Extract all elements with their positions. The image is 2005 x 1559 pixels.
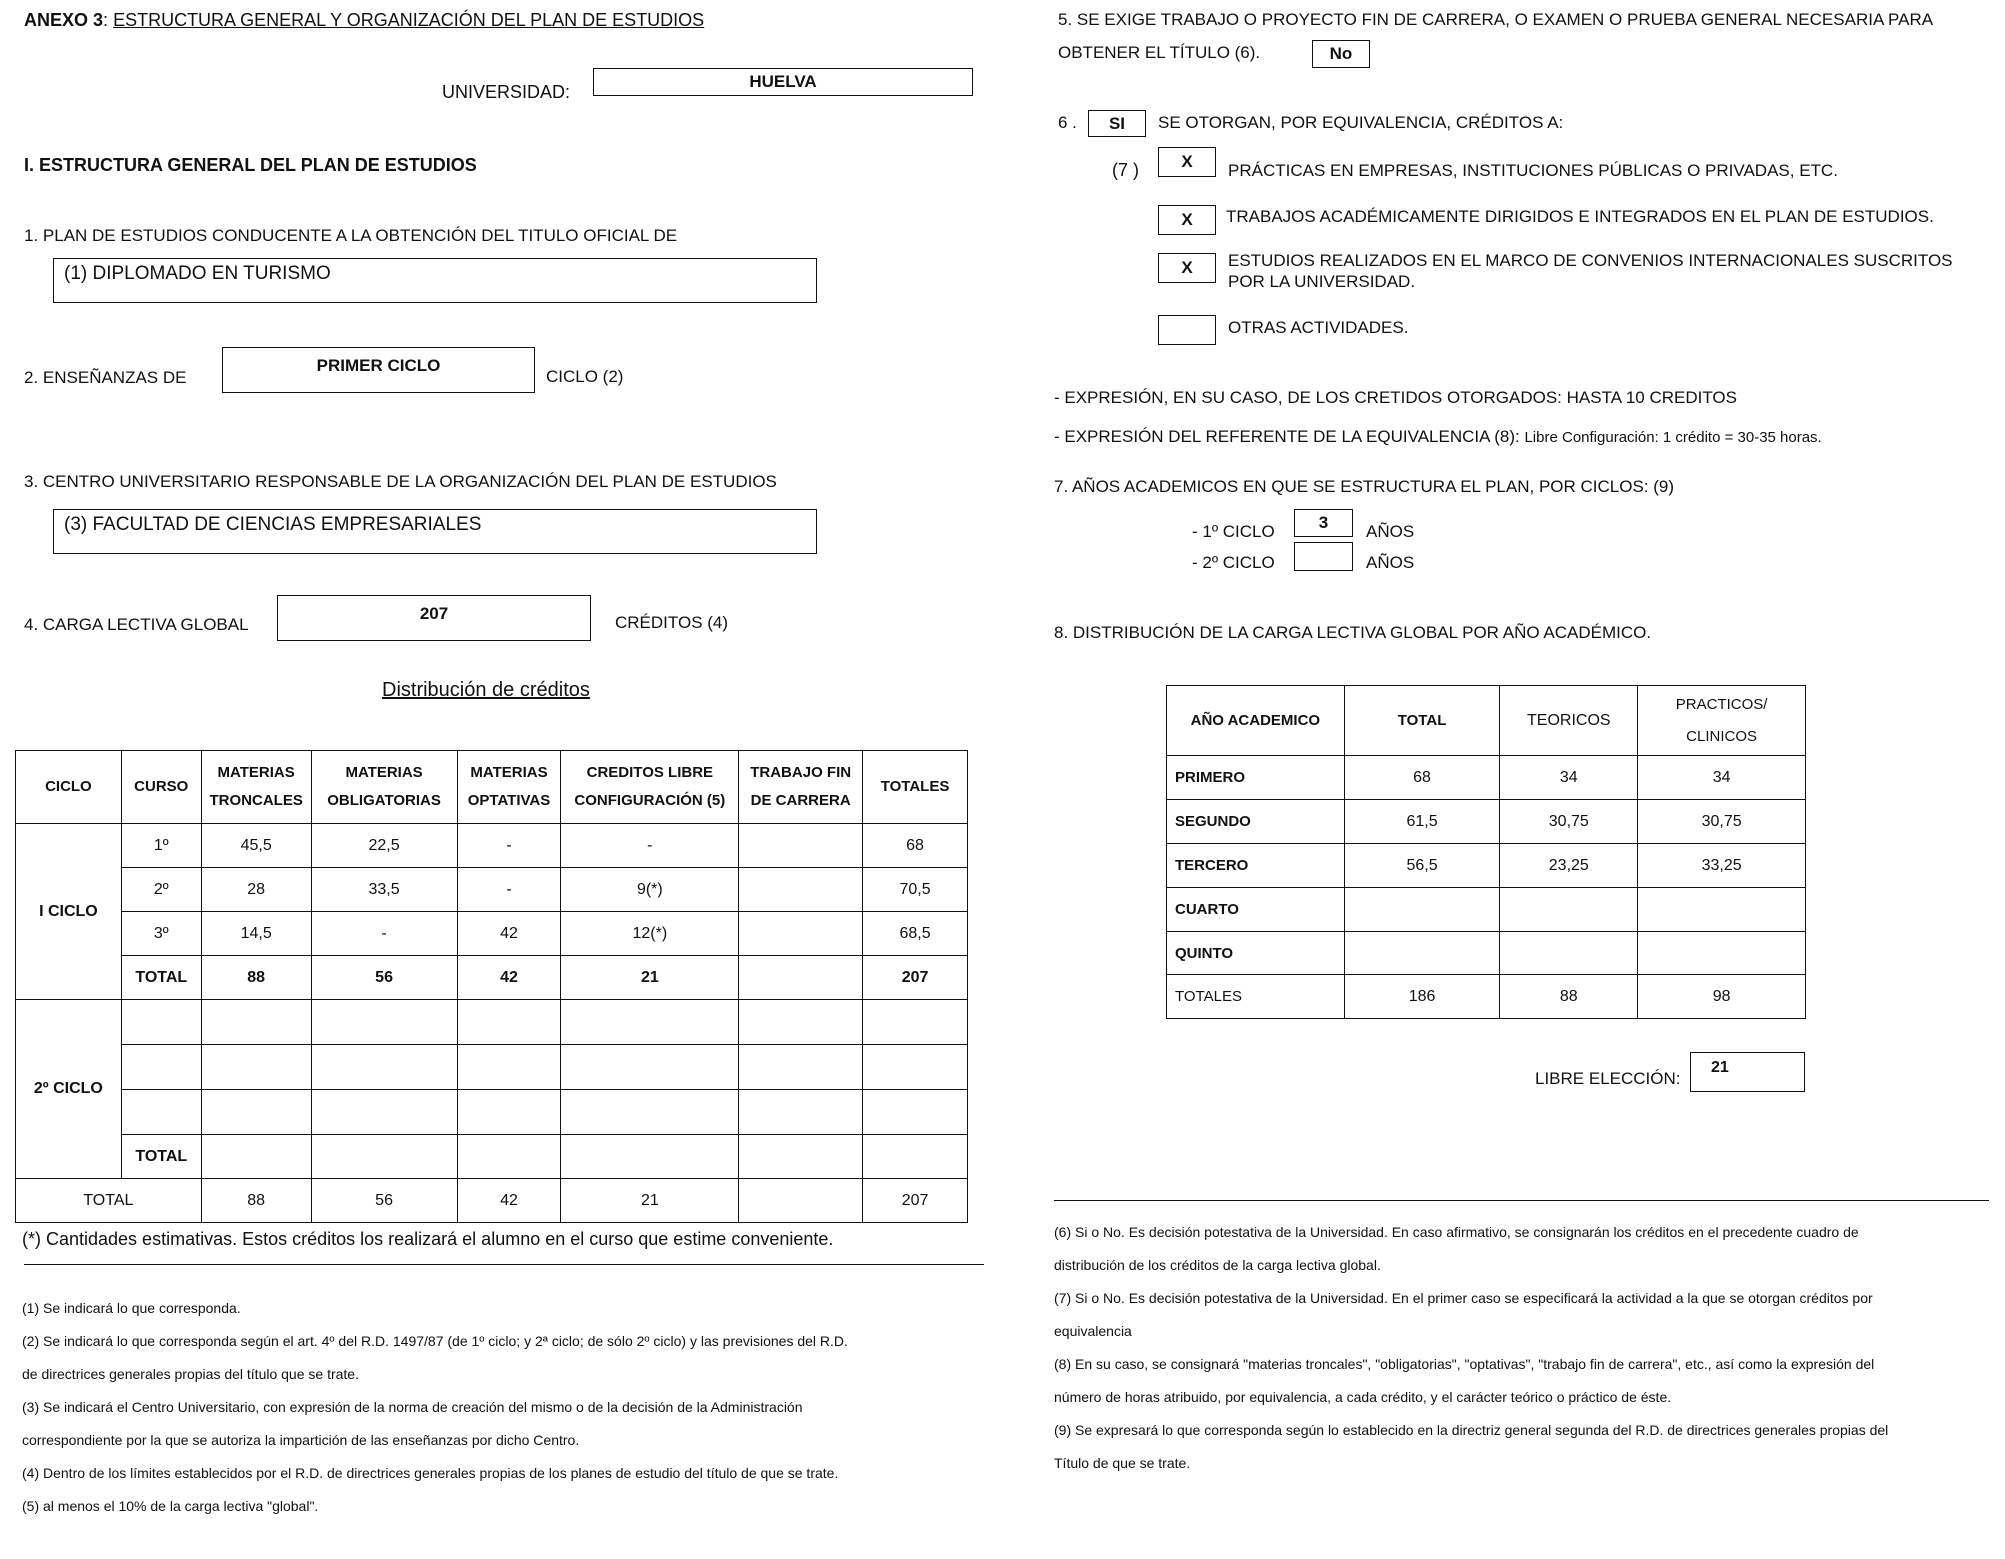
table-cell: 88: [201, 1179, 311, 1223]
th-total: TOTAL: [1344, 686, 1500, 756]
th-curso: CURSO: [121, 751, 201, 824]
table-cell: 45,5: [201, 824, 311, 868]
table-cell: [457, 1090, 561, 1135]
table-cell: [739, 868, 863, 912]
item2-field: [222, 347, 535, 393]
ciclo1-label: - 1º CICLO: [1192, 522, 1275, 541]
yearly-load-table: [1166, 685, 1806, 1019]
table-cell: 28: [201, 868, 311, 912]
table-cell: [201, 1000, 311, 1045]
ciclo1-cell: I CICLO: [16, 824, 122, 1000]
table-cell: [311, 1090, 457, 1135]
table-cell: [1500, 888, 1638, 932]
item3-field: [53, 509, 817, 554]
table-cell: 68,5: [863, 912, 968, 956]
table-cell: [311, 1045, 457, 1090]
th-ciclo: CICLO: [16, 751, 122, 824]
table-cell: 61,5: [1344, 800, 1500, 844]
check-box-2: [1158, 205, 1216, 235]
footnote-line: (6) Si o No. Es decisión potestativa de la Universidad. En caso afirmativo, se consignarán los créditos en el precedente cuadro de: [1054, 1224, 1859, 1240]
table-row: [1167, 800, 1806, 844]
table-cell: [457, 1135, 561, 1179]
table-row: [16, 1045, 968, 1090]
table-cell: 33,5: [311, 868, 457, 912]
table-cell: 12(*): [561, 912, 739, 956]
libre-eleccion-value: 21: [1711, 1059, 1729, 1076]
check-mark: X: [1181, 210, 1193, 229]
libre-eleccion-field: [1690, 1052, 1805, 1092]
footnote-line: equivalencia: [1054, 1323, 1132, 1339]
check-label-2: TRABAJOS ACADÉMICAMENTE DIRIGIDOS E INTEGRADOS EN EL PLAN DE ESTUDIOS.: [1226, 207, 1934, 226]
table-cell: -: [457, 824, 561, 868]
university-value: HUELVA: [749, 72, 817, 91]
th-optativas: MATERIAS OPTATIVAS: [457, 751, 561, 824]
table-cell: 207: [863, 956, 968, 1000]
table-cell: [457, 1000, 561, 1045]
check-mark: X: [1181, 152, 1193, 171]
table-cell: [863, 1090, 968, 1135]
table-cell: [863, 1135, 968, 1179]
table-row: [16, 824, 968, 868]
table-cell: 23,25: [1500, 844, 1638, 888]
footnote-line: (4) Dentro de los límites establecidos por el R.D. de directrices generales propias de los planes de estudio del título de que se trate.: [22, 1465, 839, 1481]
item1-label: 1. PLAN DE ESTUDIOS CONDUCENTE A LA OBTENCIÓN DEL TITULO OFICIAL DE: [24, 226, 678, 245]
footnote-line: de directrices generales propias del título que se trate.: [22, 1366, 359, 1382]
table-cell: 22,5: [311, 824, 457, 868]
table-row: [16, 956, 968, 1000]
item5-line1: 5. SE EXIGE TRABAJO O PROYECTO FIN DE CARRERA, O EXAMEN O PRUEBA GENERAL NECESARIA PARA: [1058, 10, 1934, 29]
table-cell: [1500, 932, 1638, 975]
table-cell: 34: [1638, 756, 1806, 800]
ciclo2-label: - 2º CICLO: [1192, 553, 1275, 572]
footnote-line: (2) Se indicará lo que corresponda según el art. 4º del R.D. 1497/87 (de 1º ciclo; y 2ª ciclo; de sólo 2º ciclo) y las previsiones del R.D.: [22, 1333, 848, 1349]
table-cell: 42: [457, 1179, 561, 1223]
table-cell: 2º: [121, 868, 201, 912]
table-cell: [311, 1000, 457, 1045]
table-cell: CUARTO: [1167, 888, 1345, 932]
distribution-title: Distribución de créditos: [382, 679, 590, 701]
table-cell: [201, 1045, 311, 1090]
table-cell: [121, 1045, 201, 1090]
item4-label: 4. CARGA LECTIVA GLOBAL: [24, 615, 249, 634]
item6-field: [1088, 110, 1146, 137]
th-totales: TOTALES: [863, 751, 968, 824]
item6-note: (7 ): [1112, 160, 1139, 180]
th-troncales: MATERIAS TRONCALES: [201, 751, 311, 824]
table-row: [1167, 888, 1806, 932]
table-row: [16, 1000, 968, 1045]
table-cell: [561, 1045, 739, 1090]
item6-value: SI: [1108, 113, 1126, 133]
right-footnotes: [1054, 1216, 1999, 1480]
table-cell: [1638, 888, 1806, 932]
table-cell: 21: [561, 956, 739, 1000]
university-field: [593, 68, 973, 96]
grand-total-row: [16, 1179, 968, 1223]
footnote-line: correspondiente por la que se autoriza la impartición de las enseñanzas por dicho Centro.: [22, 1432, 580, 1448]
item5-value: No: [1329, 44, 1353, 63]
table-cell: [561, 1090, 739, 1135]
footnote-line: (1) Se indicará lo que corresponda.: [22, 1300, 241, 1316]
table-cell: [739, 1135, 863, 1179]
footnote-line: distribución de los créditos de la carga lectiva global.: [1054, 1257, 1381, 1273]
table-cell: [311, 1135, 457, 1179]
th-trabajo-fin: TRABAJO FIN DE CARRERA: [739, 751, 863, 824]
check-mark: X: [1181, 258, 1193, 277]
table-cell: 14,5: [201, 912, 311, 956]
item3-value: (3) FACULTAD DE CIENCIAS EMPRESARIALES: [64, 514, 482, 535]
section-heading: I. ESTRUCTURA GENERAL DEL PLAN DE ESTUDIOS: [24, 155, 477, 175]
item5-line2: OBTENER EL TÍTULO (6).: [1058, 43, 1261, 62]
table-cell: 88: [1500, 975, 1638, 1019]
table-cell: 88: [201, 956, 311, 1000]
footnote-line: (9) Se expresará lo que corresponda según lo establecido en la directriz general segunda del R.D. de directrices generales propias del: [1054, 1422, 1889, 1438]
check-box-1: [1158, 147, 1216, 177]
table-row: [16, 1090, 968, 1135]
table-cell: [121, 1000, 201, 1045]
table-cell: [121, 1090, 201, 1135]
table-cell: 68: [1344, 756, 1500, 800]
table-cell: 186: [1344, 975, 1500, 1019]
table-cell: [457, 1045, 561, 1090]
annex-title-text: ESTRUCTURA GENERAL Y ORGANIZACIÓN DEL PLAN DE ESTUDIOS: [113, 10, 705, 30]
table-cell: [1638, 932, 1806, 975]
item7-label: 7. AÑOS ACADEMICOS EN QUE SE ESTRUCTURA EL PLAN, POR CICLOS: (9): [1054, 477, 1675, 496]
table-cell: 1º: [121, 824, 201, 868]
item6-label: SE OTORGAN, POR EQUIVALENCIA, CRÉDITOS A:: [1158, 113, 1564, 132]
table-cell: [561, 1135, 739, 1179]
table-cell: [739, 1090, 863, 1135]
item2-value: PRIMER CICLO: [316, 356, 441, 375]
table-cell: 42: [457, 956, 561, 1000]
table-note: (*) Cantidades estimativas. Estos créditos los realizará el alumno en el curso que estime conveniente.: [22, 1229, 834, 1249]
table-cell: TOTALES: [1167, 975, 1345, 1019]
right-divider: [1054, 1200, 1989, 1201]
table-cell: [739, 1000, 863, 1045]
table-cell: PRIMERO: [1167, 756, 1345, 800]
footnote-line: (7) Si o No. Es decisión potestativa de la Universidad. En el primer caso se especificará la actividad a la que se otorgan créditos por: [1054, 1290, 1873, 1306]
table-row: [1167, 975, 1806, 1019]
table-cell: 42: [457, 912, 561, 956]
table-row: [16, 868, 968, 912]
table-cell: 56: [311, 956, 457, 1000]
table-cell: [863, 1000, 968, 1045]
table-row: [16, 1135, 968, 1179]
th-teoricos: TEORICOS: [1500, 686, 1638, 756]
table-cell: QUINTO: [1167, 932, 1345, 975]
th-libre-config: CREDITOS LIBRE CONFIGURACIÓN (5): [561, 751, 739, 824]
table-cell: 98: [1638, 975, 1806, 1019]
table-row: [16, 912, 968, 956]
expression-equivalence: - EXPRESIÓN DEL REFERENTE DE LA EQUIVALENCIA (8): Libre Configuración: 1 crédito = 30-35 horas.: [1054, 427, 1822, 446]
table-cell: 56: [311, 1179, 457, 1223]
expression-credits: - EXPRESIÓN, EN SU CASO, DE LOS CRETIDOS OTORGADOS: HASTA 10 CREDITOS: [1054, 388, 1737, 407]
check-box-4: [1158, 315, 1216, 345]
yearly-table-header: [1167, 686, 1806, 756]
credits-table-header: [16, 751, 968, 824]
table-cell: 30,75: [1500, 800, 1638, 844]
ciclo1-years-field: [1294, 509, 1353, 537]
table-cell: TERCERO: [1167, 844, 1345, 888]
table-cell: SEGUNDO: [1167, 800, 1345, 844]
table-cell: 70,5: [863, 868, 968, 912]
item6-prefix: 6 .: [1058, 113, 1077, 132]
item1-value: (1) DIPLOMADO EN TURISMO: [64, 263, 331, 284]
ciclo1-years-value: 3: [1318, 513, 1329, 532]
table-row: [1167, 844, 1806, 888]
table-cell: [201, 1090, 311, 1135]
table-cell: [739, 956, 863, 1000]
table-cell: 21: [561, 1179, 739, 1223]
table-cell: [1344, 888, 1500, 932]
table-cell: 3º: [121, 912, 201, 956]
footnote-line: (3) Se indicará el Centro Universitario, con expresión de la norma de creación del mismo o de la decisión de la Administración: [22, 1399, 803, 1415]
ciclo2-cell: 2º CICLO: [16, 1000, 122, 1179]
item2-suffix: CICLO (2): [546, 367, 624, 386]
table-cell: 68: [863, 824, 968, 868]
footnote-line: (8) En su caso, se consignará "materias troncales", "obligatorias", "optativas", "trabajo fin de carrera", etc., así como la expresión del: [1054, 1356, 1875, 1372]
table-cell: TOTAL: [121, 1135, 201, 1179]
table-cell: TOTAL: [121, 956, 201, 1000]
table-row: [1167, 756, 1806, 800]
item2-label: 2. ENSEÑANZAS DE: [24, 368, 187, 387]
table-cell: [739, 1045, 863, 1090]
left-footnotes: [22, 1292, 982, 1523]
footnote-line: número de horas atribuido, por equivalencia, a cada crédito, y el carácter teórico o práctico de éste.: [1054, 1389, 1672, 1405]
item4-value: 207: [419, 604, 449, 623]
item1-field: [53, 258, 817, 303]
ciclo2-years-field: [1294, 542, 1353, 571]
table-cell: [739, 824, 863, 868]
libre-eleccion-label: LIBRE ELECCIÓN:: [1535, 1069, 1681, 1088]
item3-label: 3. CENTRO UNIVERSITARIO RESPONSABLE DE LA ORGANIZACIÓN DEL PLAN DE ESTUDIOS: [24, 472, 777, 491]
check-label-1: PRÁCTICAS EN EMPRESAS, INSTITUCIONES PÚBLICAS O PRIVADAS, ETC.: [1228, 161, 1838, 180]
table-cell: -: [561, 824, 739, 868]
check-label-3: ESTUDIOS REALIZADOS EN EL MARCO DE CONVENIOS INTERNACIONALES SUSCRITOS POR LA UNIVERSIDAD.: [1228, 251, 1953, 291]
item5-field: [1312, 40, 1370, 68]
table-cell: -: [457, 868, 561, 912]
table-cell: 34: [1500, 756, 1638, 800]
table-row: [1167, 932, 1806, 975]
check-box-3: [1158, 253, 1216, 283]
th-obligatorias: MATERIAS OBLIGATORIAS: [311, 751, 457, 824]
table-cell: 207: [863, 1179, 968, 1223]
table-cell: [739, 912, 863, 956]
annex-title: [24, 10, 704, 31]
table-cell: [561, 1000, 739, 1045]
annex-prefix: ANEXO 3: [24, 10, 104, 30]
annex-colon: :: [103, 10, 109, 30]
left-divider: [24, 1264, 984, 1265]
table-cell: 30,75: [1638, 800, 1806, 844]
table-cell: [1344, 932, 1500, 975]
table-cell: TOTAL: [16, 1179, 202, 1223]
item8-label: 8. DISTRIBUCIÓN DE LA CARGA LECTIVA GLOBAL POR AÑO ACADÉMICO.: [1054, 623, 1652, 642]
footnote-line: Título de que se trate.: [1054, 1455, 1191, 1471]
credits-table: [15, 750, 968, 1223]
item4-suffix: CRÉDITOS (4): [615, 613, 729, 632]
university-label: UNIVERSIDAD:: [442, 82, 571, 102]
check-label-4: OTRAS ACTIVIDADES.: [1228, 318, 1409, 337]
th-ano: AÑO ACADEMICO: [1167, 686, 1345, 756]
item4-field: [277, 595, 591, 641]
table-cell: [201, 1135, 311, 1179]
table-cell: -: [311, 912, 457, 956]
table-cell: 9(*): [561, 868, 739, 912]
table-cell: 33,25: [1638, 844, 1806, 888]
table-cell: [739, 1179, 863, 1223]
th-practicos: PRACTICOS/ CLINICOS: [1638, 686, 1806, 756]
footnote-line: (5) al menos el 10% de la carga lectiva "global".: [22, 1498, 319, 1514]
ciclo2-years-word: AÑOS: [1366, 553, 1415, 572]
table-cell: [863, 1045, 968, 1090]
ciclo1-years-word: AÑOS: [1366, 522, 1415, 541]
table-cell: 56,5: [1344, 844, 1500, 888]
